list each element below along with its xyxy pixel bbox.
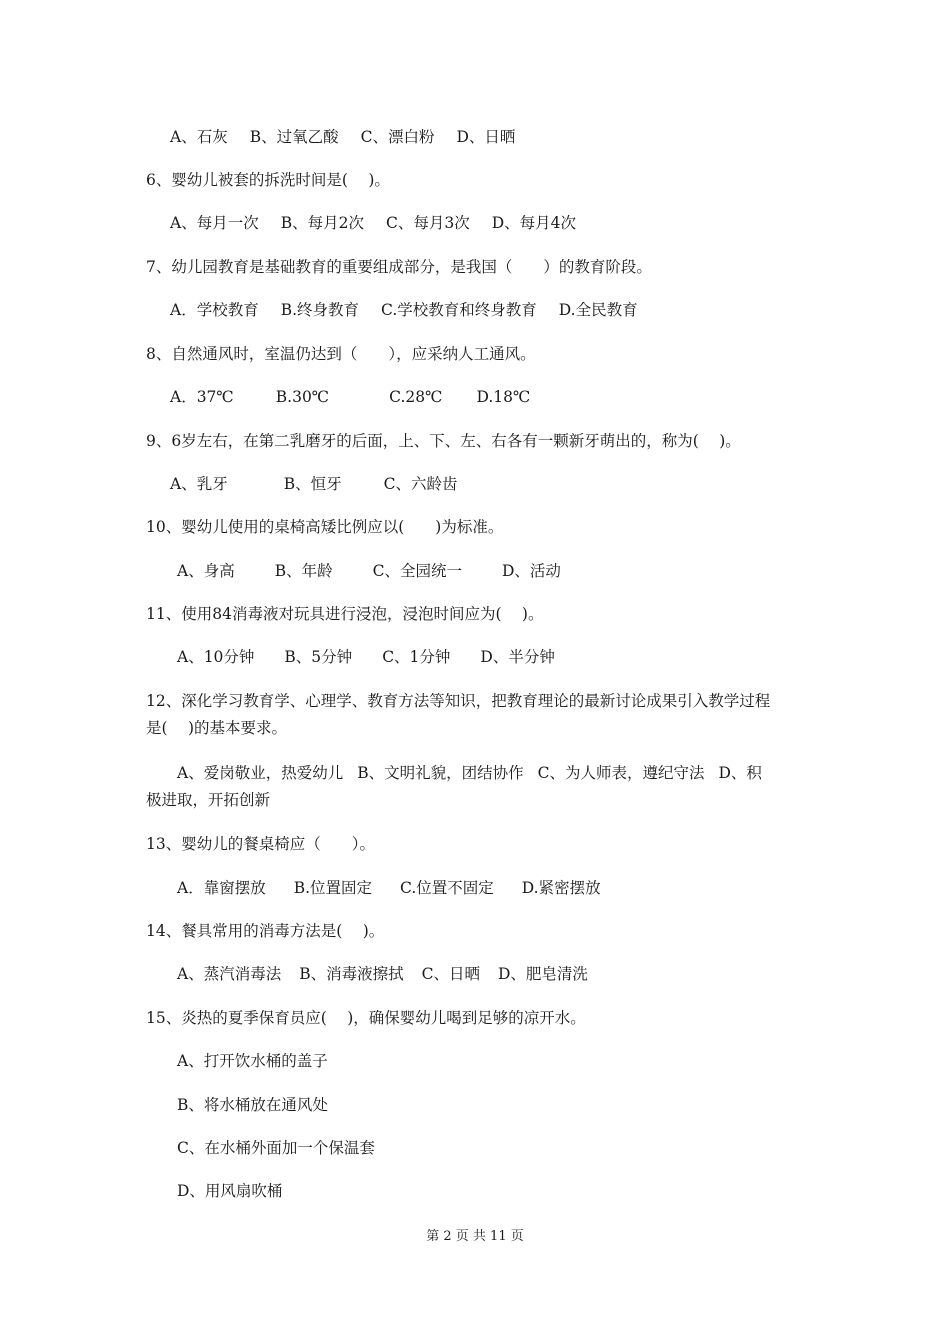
option-text: A．靠窗摆放 xyxy=(177,879,266,897)
q8-stem: 8、自然通风时，室温仍达到（ ），应采纳人工通风。 xyxy=(146,345,536,363)
q7-stem: 7、幼儿园教育是基础教育的重要组成部分，是我国（ ）的教育阶段。 xyxy=(146,258,652,276)
option-text: D.18℃ xyxy=(476,388,531,406)
q9-stem: 9、6岁左右，在第二乳磨牙的后面，上、下、左、右各有一颗新牙萌出的，称为( )。 xyxy=(146,432,741,450)
q10-stem: 10、婴幼儿使用的桌椅高矮比例应以( )为标准。 xyxy=(146,518,504,536)
option-text: B、消毒液擦拭 xyxy=(299,965,404,983)
option-text: B、年龄 xyxy=(274,562,333,580)
option-text: B、恒牙 xyxy=(283,475,342,493)
option-text: D、活动 xyxy=(501,562,561,580)
q12-options-1 xyxy=(177,762,762,784)
option-text: D、肥皂清洗 xyxy=(497,965,588,983)
q7-options xyxy=(170,299,638,321)
page-footer: 第 2 页 共 11 页 xyxy=(426,1229,524,1244)
q14-stem: 14、餐具常用的消毒方法是( )。 xyxy=(146,922,385,940)
q15-option-c: C、在水桶外面加一个保温套 xyxy=(177,1139,375,1157)
q10-options xyxy=(177,560,561,582)
q14-options xyxy=(177,963,588,985)
q5-options xyxy=(170,126,515,148)
option-text: D、积 xyxy=(718,764,762,782)
option-text: B.位置固定 xyxy=(293,879,373,897)
option-text: C、为人师表，遵纪守法 xyxy=(537,764,705,782)
option-text: A、身高 xyxy=(177,562,235,580)
option-text: D、每月4次 xyxy=(491,214,576,232)
option-text: C.位置不固定 xyxy=(400,879,494,897)
option-text: B、文明礼貌，团结协作 xyxy=(357,764,524,782)
option-text: B、每月2次 xyxy=(280,214,364,232)
q8-options xyxy=(170,386,530,408)
q15-option-d: D、用风扇吹桶 xyxy=(177,1182,283,1200)
q13-options xyxy=(177,877,601,899)
option-text: A、爱岗敬业，热爱幼儿 xyxy=(177,764,344,782)
option-text: C.学校教育和终身教育 xyxy=(381,301,537,319)
option-text: A．37℃ xyxy=(170,388,234,406)
q13-stem: 13、婴幼儿的餐桌椅应（ ）。 xyxy=(146,835,375,853)
q12-stem-2: 是( )的基本要求。 xyxy=(146,719,288,737)
q15-option-b: B、将水桶放在通风处 xyxy=(177,1096,328,1114)
q12-options-2: 极进取，开拓创新 xyxy=(146,791,271,809)
option-text: B.30℃ xyxy=(275,388,330,406)
q6-stem: 6、婴幼儿被套的拆洗时间是( )。 xyxy=(146,171,390,189)
option-text: B.终身教育 xyxy=(280,301,360,319)
option-text: A、10分钟 xyxy=(177,648,255,666)
option-text: C、日晒 xyxy=(421,965,480,983)
option-text: A、石灰 xyxy=(170,128,228,146)
option-text: C、全园统一 xyxy=(372,562,462,580)
option-text: A、蒸汽消毒法 xyxy=(177,965,282,983)
q6-options xyxy=(170,212,576,234)
q15-option-a: A、打开饮水桶的盖子 xyxy=(177,1052,328,1070)
option-text: D.紧密摆放 xyxy=(521,879,601,897)
option-text: C、每月3次 xyxy=(385,214,470,232)
option-text: A、乳牙 xyxy=(170,475,228,493)
q11-stem: 11、使用84消毒液对玩具进行浸泡，浸泡时间应为( )。 xyxy=(146,605,544,623)
option-text: C.28℃ xyxy=(389,388,443,406)
option-text: B、过氧乙酸 xyxy=(249,128,339,146)
option-text: B、5分钟 xyxy=(284,648,353,666)
q9-options xyxy=(170,473,457,495)
option-text: D、半分钟 xyxy=(480,648,555,666)
option-text: A、每月一次 xyxy=(170,214,259,232)
q12-stem-1: 12、深化学习教育学、心理学、教育方法等知识，把教育理论的最新讨论成果引入教学过程 xyxy=(146,692,771,710)
q11-options xyxy=(177,646,555,668)
option-text: D.全民教育 xyxy=(558,301,638,319)
q15-stem: 15、炎热的夏季保育员应( )，确保婴幼儿喝到足够的凉开水。 xyxy=(146,1009,586,1027)
option-text: C、1分钟 xyxy=(382,648,451,666)
option-text: D、日晒 xyxy=(456,128,516,146)
option-text: C、六龄齿 xyxy=(383,475,458,493)
option-text: A．学校教育 xyxy=(170,301,259,319)
option-text: C、漂白粉 xyxy=(360,128,435,146)
